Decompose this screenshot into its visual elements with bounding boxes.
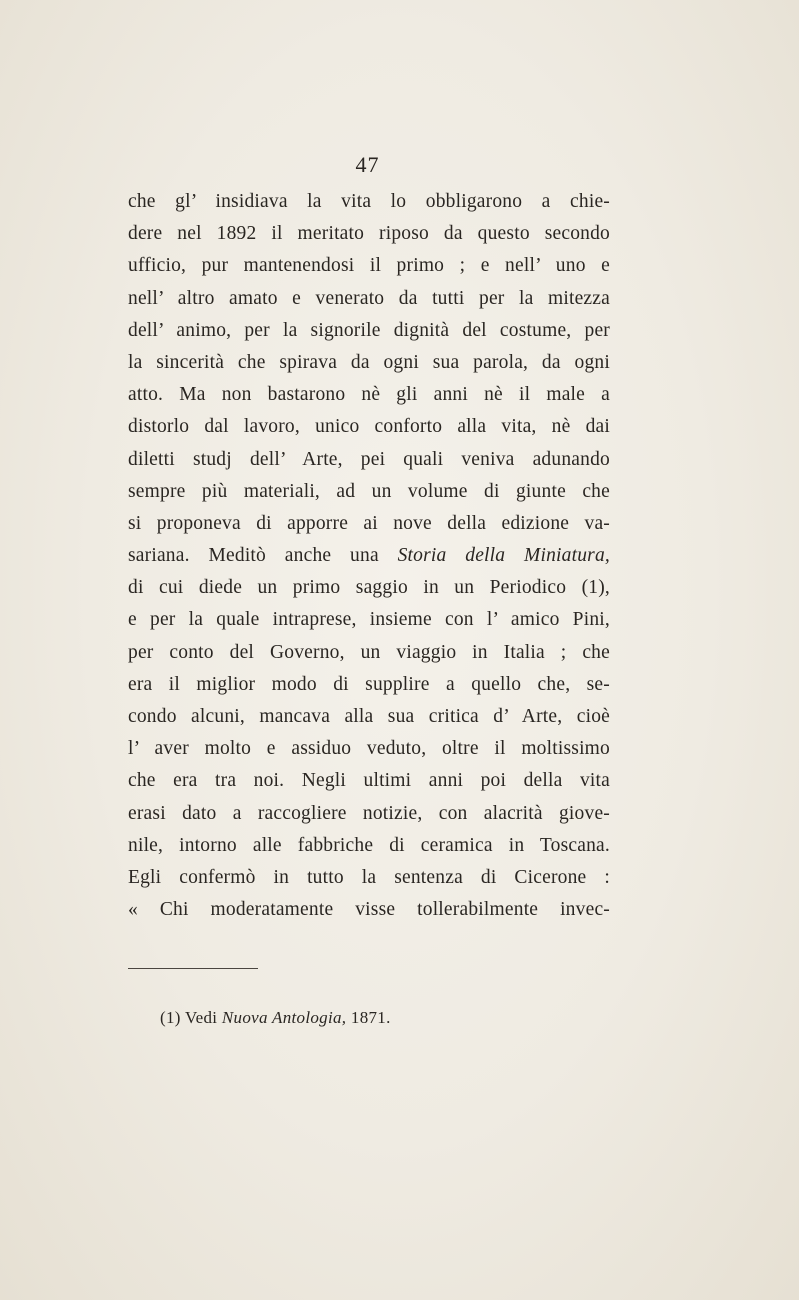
- text-segment: atto. Ma non bastarono nè gli anni nè il male a: [128, 384, 610, 406]
- text-segment: distorlo dal lavoro, unico conforto alla vita, nè dai: [128, 416, 610, 438]
- footnote-rule: [128, 968, 258, 969]
- text-segment: ufficio, pur mantenendosi il primo ; e nell’ uno e: [128, 255, 610, 277]
- text-line: [128, 250, 610, 282]
- text-line: [128, 444, 610, 476]
- text-segment: sariana. Meditò anche una: [128, 545, 398, 567]
- text-segment: di cui diede un primo saggio in un Periodico (1),: [128, 577, 610, 599]
- text-segment: che era tra noi. Negli ultimi anni poi della vita: [128, 770, 610, 792]
- text-line: [128, 798, 610, 830]
- text-segment: nell’ altro amato e venerato da tutti per la mitezza: [128, 287, 610, 309]
- text-segment: dere nel 1892 il meritato riposo da questo secondo: [128, 223, 610, 245]
- text-line: [128, 379, 610, 411]
- text-line: [128, 604, 610, 636]
- text-line: [128, 765, 610, 797]
- text-segment: erasi dato a raccogliere notizie, con alacrità giove-: [128, 802, 610, 824]
- text-line: [128, 508, 610, 540]
- text-segment: sempre più materiali, ad un volume di giunte che: [128, 480, 610, 502]
- text-segment: dell’ animo, per la signorile dignità del costume, per: [128, 319, 610, 341]
- text-segment: si proponeva di apporre ai nove della edizione va-: [128, 512, 610, 534]
- footnote-year: 1871.: [350, 1008, 391, 1027]
- text-segment: diletti studj dell’ Arte, pei quali veniva adunando: [128, 448, 610, 470]
- page-number: 47: [355, 152, 380, 177]
- text-segment: che gl’ insidiava la vita lo obbligarono a chie-: [128, 191, 610, 212]
- footnote-title: Nuova Antologia,: [221, 1008, 347, 1027]
- text-line: [128, 733, 610, 765]
- text-line: [128, 830, 610, 862]
- text-line: [128, 411, 610, 443]
- text-line: [128, 476, 610, 508]
- text-segment: e per la quale intraprese, insieme con l’ amico Pini,: [128, 609, 610, 631]
- text-segment: per conto del Governo, un viaggio in Italia ; che: [128, 641, 610, 663]
- footnote-marker: (1) Vedi: [160, 1008, 218, 1027]
- text-line: [128, 186, 610, 218]
- text-segment: nile, intorno alle fabbriche di ceramica in Toscana.: [128, 834, 610, 856]
- body-text: [128, 186, 610, 926]
- text-line: [128, 637, 610, 669]
- text-line: [128, 540, 610, 572]
- text-line: [128, 862, 610, 894]
- text-segment: condo alcuni, mancava alla sua critica d’ Arte, cioè: [128, 706, 610, 727]
- text-line: [128, 572, 610, 604]
- text-line: [128, 283, 610, 315]
- text-line: [128, 347, 610, 379]
- text-segment: l’ aver molto e assiduo veduto, oltre il moltissimo: [128, 738, 610, 760]
- text-segment: Egli confermò in tutto la sentenza di Cicerone :: [128, 866, 610, 888]
- text-line: [128, 894, 610, 926]
- text-segment: la sincerità che spirava da ogni sua parola, da ogni: [128, 351, 610, 373]
- text-line: [128, 315, 610, 347]
- text-segment: « Chi moderatamente visse tollerabilmente invec-: [128, 899, 610, 921]
- text-segment: era il miglior modo di supplire a quello che, se-: [128, 673, 610, 695]
- footnote: [160, 1008, 391, 1028]
- text-line: [128, 218, 610, 250]
- text-line: [128, 701, 610, 733]
- italic-title: Storia della Miniatura,: [397, 545, 610, 567]
- text-line: [128, 669, 610, 701]
